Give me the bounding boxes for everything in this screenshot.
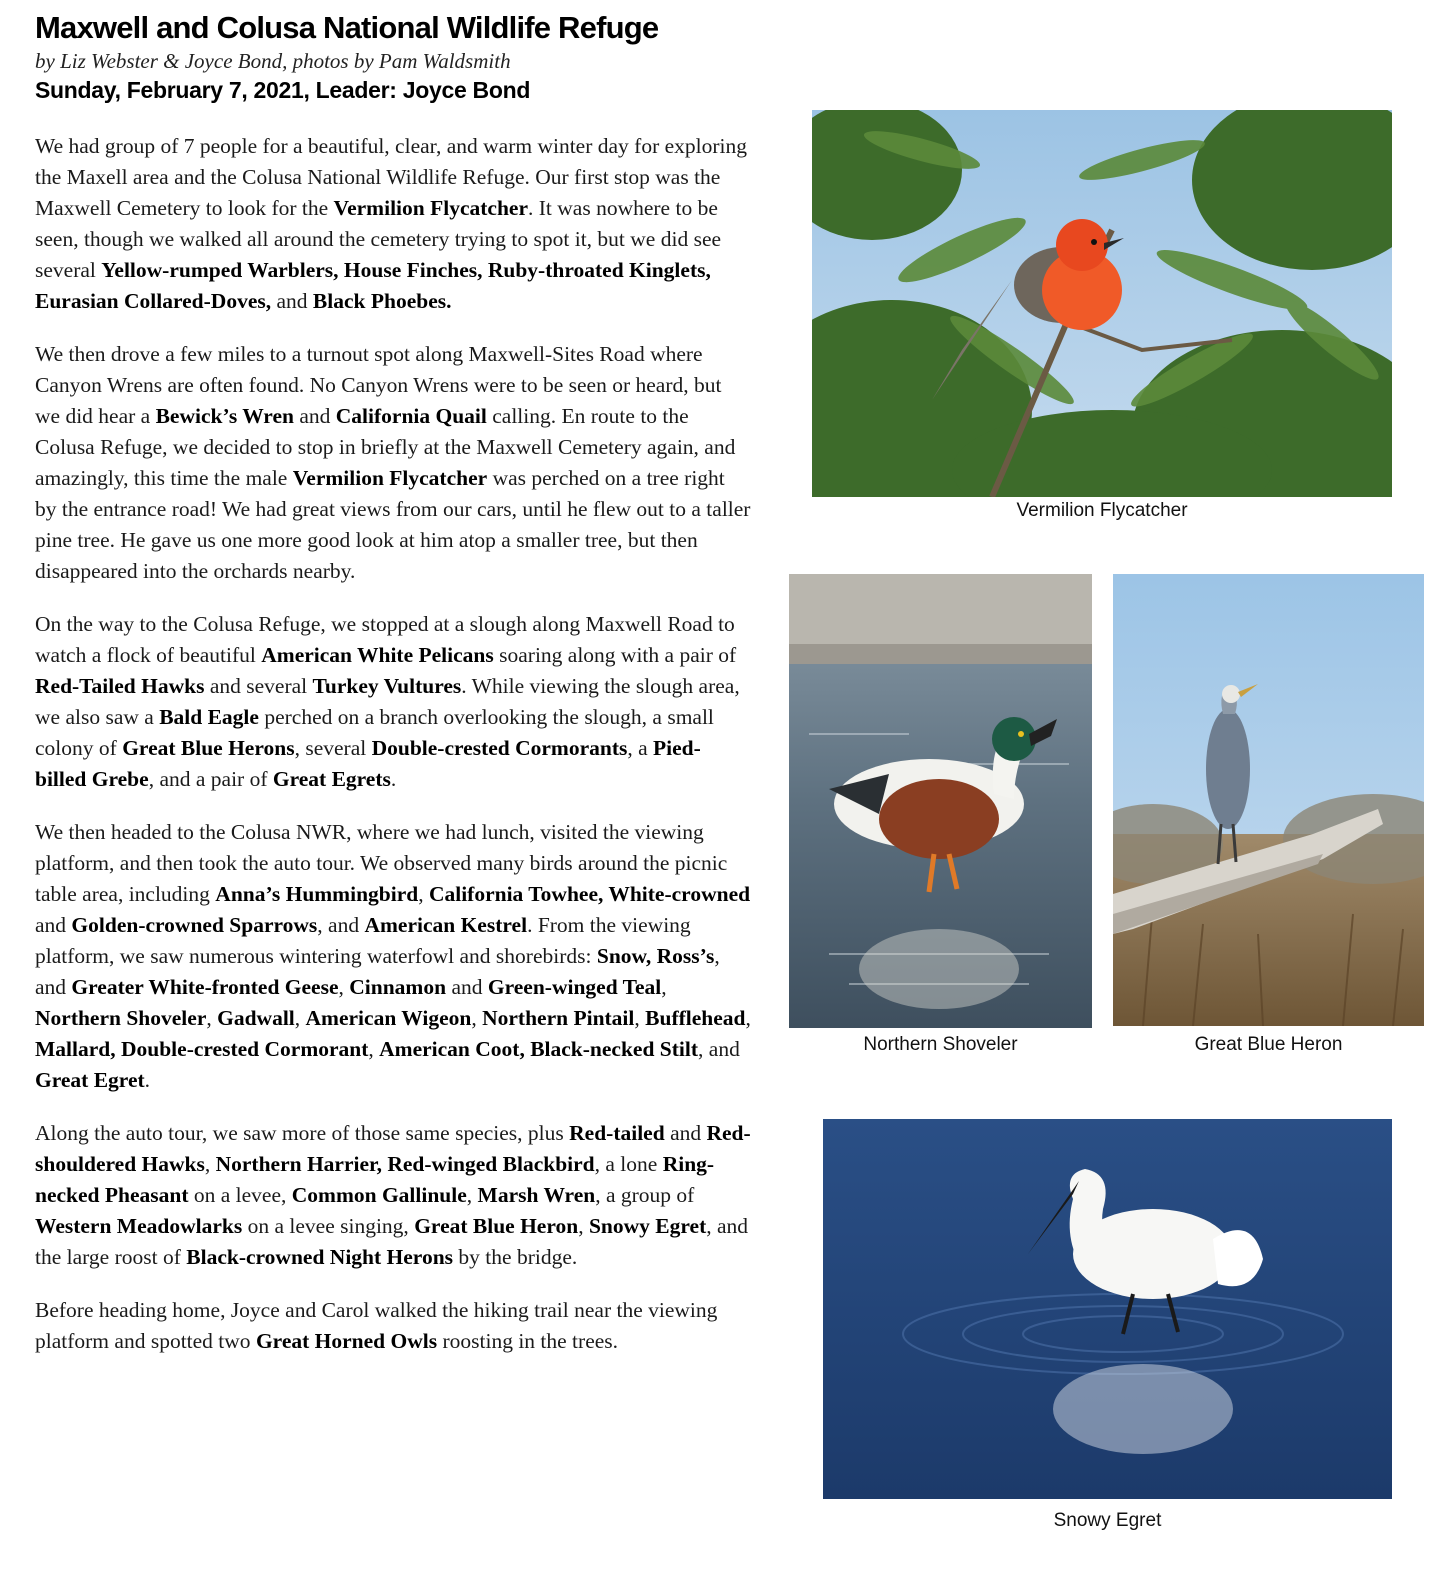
paragraph-text: , and	[698, 1037, 740, 1061]
bird-species-name: Vermilion Flycatcher	[333, 196, 528, 220]
bird-species-name: Greater White-fronted Geese	[71, 975, 339, 999]
paragraph-text: ,	[661, 975, 667, 999]
paragraph-text: . While viewing the slough area, we also saw a	[35, 674, 740, 729]
bird-species-name: Snowy Egret	[588, 1214, 707, 1238]
bird-species-name: Great Blue Herons	[122, 736, 295, 760]
paragraph-text: , and	[35, 944, 720, 999]
paragraph-text: ,	[294, 1006, 306, 1030]
paragraph-text: .	[390, 767, 397, 791]
paragraph-text: ,	[634, 1006, 646, 1030]
paragraph-text: ,	[206, 1006, 218, 1030]
paragraph-text: , a lone	[594, 1152, 663, 1176]
bird-species-name: Golden-crowned Sparrows	[71, 913, 318, 937]
paragraph-text: and several	[204, 674, 313, 698]
paragraph-text: , a group of	[595, 1183, 695, 1207]
bird-species-name: Great Blue Heron	[414, 1214, 579, 1238]
paragraph-text: on a levee,	[188, 1183, 292, 1207]
bird-species-name: Bufflehead	[645, 1006, 746, 1030]
dateline: Sunday, February 7, 2021, Leader: Joyce Bond	[35, 77, 531, 103]
bird-species-name: Black Phoebes.	[312, 289, 452, 313]
paragraph-text: ,	[338, 975, 350, 999]
paragraph-text: ,	[204, 1152, 216, 1176]
great-blue-heron-photo	[1113, 574, 1424, 1026]
bird-species-name: Yellow-rumped Warblers, House Finches, Ruby-throated Kinglets, Eurasian Collared-Doves,	[35, 258, 711, 313]
paragraph-text: .	[144, 1068, 151, 1092]
paragraph-text: calling. En route to the Colusa Refuge, we decided to stop in briefly at the Maxwell Cemetery again, and amazingly, this time the male	[35, 404, 736, 490]
paragraph-text: We then drove a few miles to a turnout spot along Maxwell-Sites Road where Canyon Wrens are often found. No Canyon Wrens were to be seen or heard, but we did hear a	[35, 342, 722, 428]
paragraph-text: perched on a branch overlooking the slough, a small colony of	[35, 705, 714, 760]
paragraph-text: soaring along with a pair of	[493, 643, 737, 667]
photo-caption-shoveler: Northern Shoveler	[863, 1034, 1018, 1055]
vermilion-flycatcher-photo	[812, 110, 1392, 497]
paragraph-text: and	[271, 289, 313, 313]
bird-species-name: Turkey Vultures	[312, 674, 462, 698]
paragraph-6	[35, 1295, 751, 1357]
bird-species-name: Cinnamon	[349, 975, 447, 999]
paragraph-text: was perched on a tree right by the entrance road! We had great views from our cars, until he flew out to a taller pine tree. He gave us one more good look at him atop a smaller tree, but then disappeared into the orchards nearby.	[35, 466, 751, 583]
bird-species-name: Northern Harrier, Red-winged Blackbird	[215, 1152, 595, 1176]
paragraph-text: On the way to the Colusa Refuge, we stopped at a slough along Maxwell Road to watch a flock of beautiful	[35, 612, 735, 667]
photo-caption-flycatcher: Vermilion Flycatcher	[1016, 500, 1188, 521]
paragraph-text: , and a pair of	[148, 767, 273, 791]
paragraph-text: on a levee singing,	[242, 1214, 415, 1238]
bird-species-name: California Towhee, White-crowned	[428, 882, 751, 906]
bird-species-name: American Wigeon	[305, 1006, 472, 1030]
paragraph-text: . It was nowhere to be seen, though we walked all around the cemetery trying to spot it, but we did see several	[35, 196, 722, 282]
bird-species-name: Double-crested Cormorants	[371, 736, 628, 760]
paragraph-text: , and the large roost of	[35, 1214, 749, 1269]
bird-species-name: Snow, Ross’s	[596, 944, 715, 968]
snowy-egret-photo	[823, 1119, 1392, 1499]
bird-species-name: Pied-billed Grebe	[35, 736, 701, 791]
bird-species-name: Great Egret	[35, 1068, 145, 1092]
paragraph-text: and	[293, 404, 336, 428]
bird-species-name: Western Meadowlarks	[35, 1214, 243, 1238]
byline: by Liz Webster & Joyce Bond, photos by Pam Waldsmith	[35, 49, 511, 73]
bird-species-name: Gadwall	[217, 1006, 295, 1030]
paragraph-text: ,	[578, 1214, 589, 1238]
bird-species-name: Anna’s Hummingbird	[215, 882, 419, 906]
bird-species-name: Red-Tailed Hawks	[35, 674, 205, 698]
paragraph-text: ,	[745, 1006, 751, 1030]
paragraph-1	[35, 131, 751, 317]
article-title: Maxwell and Colusa National Wildlife Refuge	[35, 10, 659, 45]
bird-species-name: Bewick’s Wren	[155, 404, 294, 428]
article-body	[35, 131, 751, 1379]
paragraph-text: Before heading home, Joyce and Carol walked the hiking trail near the viewing platform and spotted two	[35, 1298, 718, 1353]
paragraph-text: We then headed to the Colusa NWR, where we had lunch, visited the viewing platform, and then took the auto tour. We observed many birds around the picnic table area, including	[35, 820, 728, 906]
paragraph-text: , and	[317, 913, 365, 937]
bird-species-name: Northern Shoveler	[35, 1006, 207, 1030]
bird-species-name: Bald Eagle	[159, 705, 259, 729]
bird-species-name: American Coot, Black-necked Stilt	[379, 1037, 699, 1061]
paragraph-text: and	[35, 913, 72, 937]
paragraph-text: ,	[471, 1006, 483, 1030]
paragraph-3	[35, 609, 751, 795]
paragraph-text: . From the viewing platform, we saw numerous wintering waterfowl and shorebirds:	[35, 913, 691, 968]
paragraph-2	[35, 339, 751, 587]
bird-species-name: Common Gallinule	[291, 1183, 467, 1207]
paragraph-text: , a	[627, 736, 654, 760]
bird-species-name: California Quail	[335, 404, 487, 428]
photo-caption-heron: Great Blue Heron	[1194, 1034, 1343, 1055]
paragraph-text: ,	[368, 1037, 380, 1061]
bird-species-name: American Kestrel	[364, 913, 528, 937]
bird-species-name: Great Horned Owls	[255, 1329, 438, 1353]
paragraph-text: Along the auto tour, we saw more of those same species, plus	[35, 1121, 570, 1145]
paragraph-5	[35, 1118, 751, 1273]
bird-species-name: Marsh Wren	[477, 1183, 596, 1207]
paragraph-text: roosting in the trees.	[437, 1329, 619, 1353]
bird-species-name: Red-shouldered Hawks	[35, 1121, 751, 1176]
paragraph-text: and	[664, 1121, 707, 1145]
paragraph-text: and	[446, 975, 488, 999]
paragraph-text: We had group of 7 people for a beautiful, clear, and warm winter day for exploring the Maxell area and the Colusa National Wildlife Refuge. Our first stop was the Maxwell Cemetery to look for the	[35, 134, 748, 220]
photo-caption-egret: Snowy Egret	[1053, 1510, 1162, 1531]
paragraph-text: by the bridge.	[453, 1245, 578, 1269]
bird-species-name: Great Egrets	[272, 767, 391, 791]
bird-species-name: Black-crowned Night Herons	[186, 1245, 454, 1269]
northern-shoveler-photo	[789, 574, 1092, 1028]
bird-species-name: Ring-necked Pheasant	[35, 1152, 715, 1207]
paragraph-4	[35, 817, 751, 1096]
bird-species-name: American White Pelicans	[261, 643, 494, 667]
paragraph-text: ,	[466, 1183, 478, 1207]
bird-species-name: Green-winged Teal	[487, 975, 662, 999]
paragraph-text: ,	[418, 882, 429, 906]
bird-species-name: Vermilion Flycatcher	[292, 466, 488, 490]
paragraph-text: , several	[294, 736, 372, 760]
bird-species-name: Red-tailed	[569, 1121, 665, 1145]
bird-species-name: Northern Pintail	[482, 1006, 635, 1030]
bird-species-name: Mallard, Double-crested Cormorant	[35, 1037, 369, 1061]
